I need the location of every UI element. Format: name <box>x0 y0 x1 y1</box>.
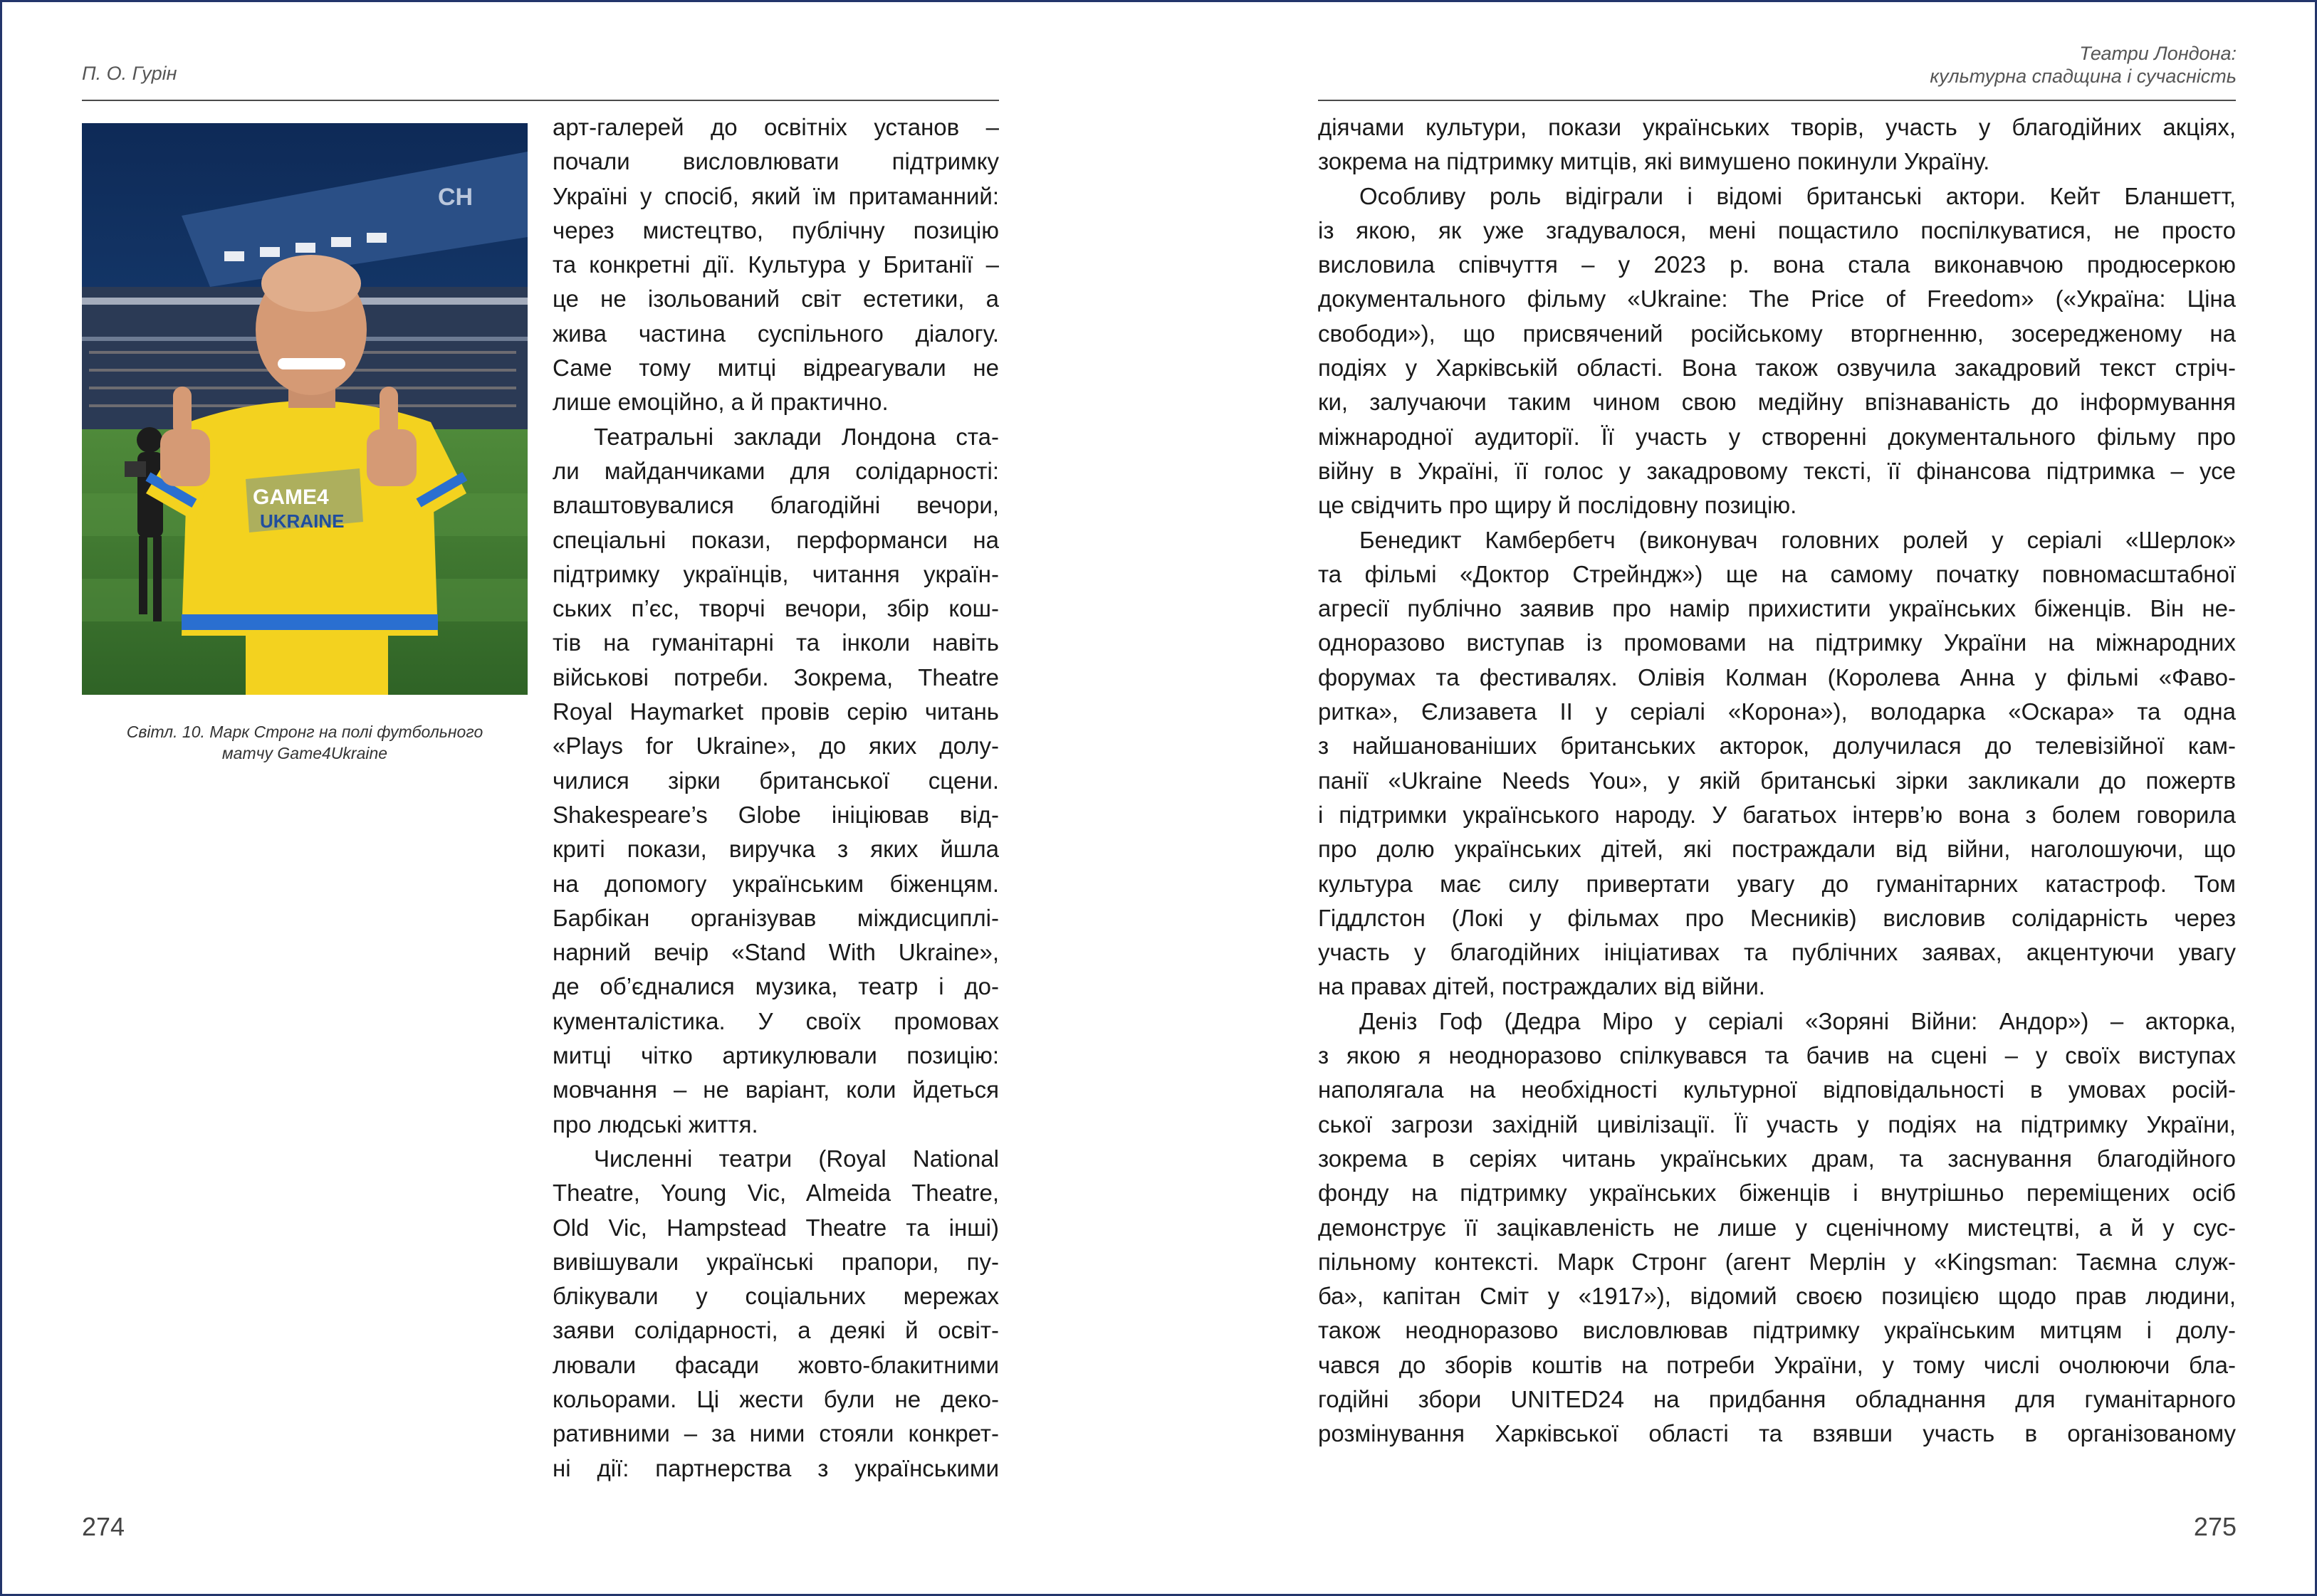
text-line: криті покази, виручка з яких йшла <box>553 836 999 863</box>
text-line: ських п’єс, творчі вечори, збір кош- <box>553 595 999 622</box>
text-line: ритка», Єлизавета II у серіалі «Корона»), володарка «Оскара» та одна <box>1318 698 2236 725</box>
text-line: висловила співчуття – у 2023 р. вона стала виконавчою продюсеркою <box>1318 251 2236 278</box>
text-line: ративними – за ними стояли конкрет- <box>553 1420 999 1447</box>
text-line: Численні театри (Royal National <box>594 1145 999 1172</box>
page-number-right: 275 <box>2193 1512 2237 1541</box>
right-text-column <box>1318 110 2236 1451</box>
text-line: та фільмі «Доктор Стрейндж») ще на самому початку повномасштабної <box>1318 560 2236 587</box>
running-head-title-line-2: культурна спадщина і сучасність <box>1930 65 2237 87</box>
text-line: вивішували українські прапори, пу- <box>553 1248 999 1275</box>
text-line: блікували у соціальних мережах <box>553 1283 999 1310</box>
running-head-title <box>1930 42 2237 88</box>
text-line: Royal Haymarket провів серію читань <box>553 698 999 725</box>
text-line: діячами культури, покази українських творів, участь у благодійних акціях, <box>1318 114 2236 140</box>
text-line: Театральні заклади Лондона ста- <box>594 423 999 450</box>
text-line: влаштовувалися благодійні вечори, <box>553 492 999 519</box>
header-rule <box>82 100 999 101</box>
text-line: ки, залучаючи таким чином свою медійну впізнаваність до інформування <box>1318 389 2236 416</box>
text-line: чилися зірки британської сцени. <box>553 767 999 794</box>
text-line: і підтримки українського народу. У багатьох інтерв’ю вона з болем говорила <box>1318 801 2236 828</box>
text-line: подіях у Харківській області. Вона також озвучила закадровий текст стріч- <box>1318 355 2236 382</box>
text-line: чався до зборів коштів на потреби України, у тому числі очолюючи бла- <box>1318 1351 2236 1378</box>
text-line: також неодноразово висловлював підтримку українським митцям і долу- <box>1318 1317 2236 1344</box>
text-line: мовчання – не варіант, коли йдеться <box>553 1076 999 1103</box>
text-line: годійні збори UNITED24 на придбання обладнання для гуманітарного <box>1318 1385 2236 1412</box>
text-line: де об’єдналися музика, театр і до- <box>553 973 999 1000</box>
text-line: лювали фасади жовто-блакитними <box>553 1351 999 1378</box>
text-line: участь у благодійних ініціативах та публічних заявах, акцентуючи увагу <box>1318 939 2236 966</box>
running-head-title-line-1: Театри Лондона: <box>2079 43 2237 64</box>
text-line: культура має силу привертати увагу до гуманітарних катастроф. Том <box>1318 870 2236 897</box>
caption-line-1: Світл. 10. Марк Стронг на полі футбольного <box>126 723 483 741</box>
text-line: нарний вечір «Stand With Ukraine», <box>553 939 999 966</box>
caption-line-2: матчу Game4Ukraine <box>221 744 388 762</box>
text-line: ба», капітан Сміт у «1917»), відомий своєю позицією щодо прав людини, <box>1318 1283 2236 1310</box>
text-line: на допомогу українським біженцям. <box>553 870 999 897</box>
text-line: Барбікан організував міждисциплі- <box>553 904 999 931</box>
text-line: Україні у спосіб, який їм притаманний: <box>553 182 999 209</box>
text-line: Особливу роль відіграли і відомі британські актори. Кейт Бланшетт, <box>1359 182 2236 209</box>
svg-text:UKRAINE: UKRAINE <box>260 510 345 532</box>
text-line: заяви солідарності, а деякі й освіт- <box>553 1317 999 1344</box>
text-line: наполягала на необхідності культурної відповідальності в умовах росій- <box>1318 1076 2236 1103</box>
text-line: ні дії: партнерства з українськими <box>553 1454 999 1481</box>
text-line: про людські життя. <box>553 1111 758 1138</box>
page-number-left: 274 <box>82 1512 125 1541</box>
text-line: через мистецтво, публічну позицію <box>553 216 999 243</box>
text-line: ської загрози західній цивілізації. Її участь у подіях на підтримку України, <box>1318 1111 2236 1138</box>
text-line: на правах дітей, постраждалих від війни. <box>1318 973 1765 1000</box>
text-line: митці чітко артикулювали позицію: <box>553 1042 999 1069</box>
text-line: жива частина суспільного діалогу. <box>553 320 999 347</box>
text-line: ли майданчиками для солідарності: <box>553 457 999 484</box>
text-line: Бенедикт Камбербетч (виконувач головних ролей у серіалі «Шерлок» <box>1359 526 2236 553</box>
left-text-column <box>553 110 999 1486</box>
photo-caption <box>82 721 528 764</box>
left-page <box>2 2 1161 1594</box>
text-line: підтримку українців, читання україн- <box>553 560 999 587</box>
text-line: пільному контексті. Марк Стронг (агент Мерлін у «Kingsman: Таємна служ- <box>1318 1248 2236 1275</box>
right-page <box>1161 2 2317 1594</box>
text-line: «Plays for Ukraine», до яких долу- <box>553 733 999 760</box>
text-line: міжнародної аудиторії. Її участь у створенні документального фільму про <box>1318 423 2236 450</box>
text-line: тів на гуманітарні та інколи навіть <box>553 629 999 656</box>
text-line: панії «Ukraine Needs You», у якій британські зірки закликали до пожертв <box>1318 767 2236 794</box>
text-line: Shakespeare’s Globe ініціював від- <box>553 801 999 828</box>
text-line: агресії публічно заявив про намір прихистити українських біженців. Він не- <box>1318 595 2236 622</box>
text-line: форумах та фестивалях. Олівія Колман (Королева Анна у фільмі «Фаво- <box>1318 663 2236 691</box>
text-line: це свідчить про щиру й послідовну позицію. <box>1318 492 1797 519</box>
svg-text:CH: CH <box>438 184 474 211</box>
header-rule <box>1318 100 2236 101</box>
text-line: та конкретні дії. Культура у Британії – <box>553 251 999 278</box>
text-line: арт-галерей до освітніх установ – <box>553 114 999 140</box>
text-line: Саме тому митці відреагували не <box>553 355 999 382</box>
text-line: почали висловлювати підтримку <box>553 148 999 175</box>
text-line: війну в Україні, її голос у закадровому тексті, її фінансова підтримка – усе <box>1318 457 2236 484</box>
svg-text:GAME4: GAME4 <box>253 485 329 509</box>
text-line: Деніз Гоф (Дедра Міро у серіалі «Зоряні Війни: Андор») – акторка, <box>1359 1007 2236 1034</box>
text-line: про долю українських дітей, які постраждали від війни, наголошуючи, що <box>1318 836 2236 863</box>
text-line: лише емоційно, а й практично. <box>553 389 889 416</box>
text-line: кументалістика. У своїх промовах <box>553 1007 999 1034</box>
text-line: спеціальні покази, перформанси на <box>553 526 999 553</box>
text-line: зокрема в серіях читань українських драм, та заснування благодійного <box>1318 1145 2236 1172</box>
text-line: з найшанованіших британських акторок, долучилася до телевізійної кам- <box>1318 733 2236 760</box>
text-line: одноразово виступав із промовами на підтримку України на міжнародних <box>1318 629 2236 656</box>
text-line: зокрема на підтримку митців, які вимушено покинули Україну. <box>1318 148 1990 175</box>
text-line: з якою я неодноразово спілкувався та бачив на сцені – у своїх виступах <box>1318 1042 2236 1069</box>
text-line: фонду на підтримку українських біженців і внутрішньо переміщених осіб <box>1318 1180 2236 1207</box>
text-line: кольорами. Ці жести були не деко- <box>553 1385 999 1412</box>
text-line: Old Vic, Hampstead Theatre та інші) <box>553 1214 999 1241</box>
photo-mark-strong <box>82 123 528 695</box>
text-line: із якою, як уже згадувалося, мені пощастило поспілкуватися, не просто <box>1318 216 2236 243</box>
running-head-author: П. О. Гурін <box>82 63 177 84</box>
text-line: Гіддлстон (Локі у фільмах про Месників) висловив солідарність через <box>1318 904 2236 931</box>
text-line: демонструє її зацікавленість не лише у сценічному мистецтві, а й у сус- <box>1318 1214 2236 1241</box>
photo-illustration <box>82 123 528 695</box>
text-line: військові потреби. Зокрема, Theatre <box>553 663 999 691</box>
text-line: Theatre, Young Vic, Almeida Theatre, <box>553 1180 999 1207</box>
text-line: свободи»), що присвячений російському вторгненню, зосередженому на <box>1318 320 2236 347</box>
text-line: це не ізольований світ естетики, а <box>553 285 999 313</box>
text-line: розмінування Харківської області та взявши участь в організованому <box>1318 1420 2236 1447</box>
text-line: документального фільму «Ukraine: The Price of Freedom» («Україна: Ціна <box>1318 285 2236 313</box>
